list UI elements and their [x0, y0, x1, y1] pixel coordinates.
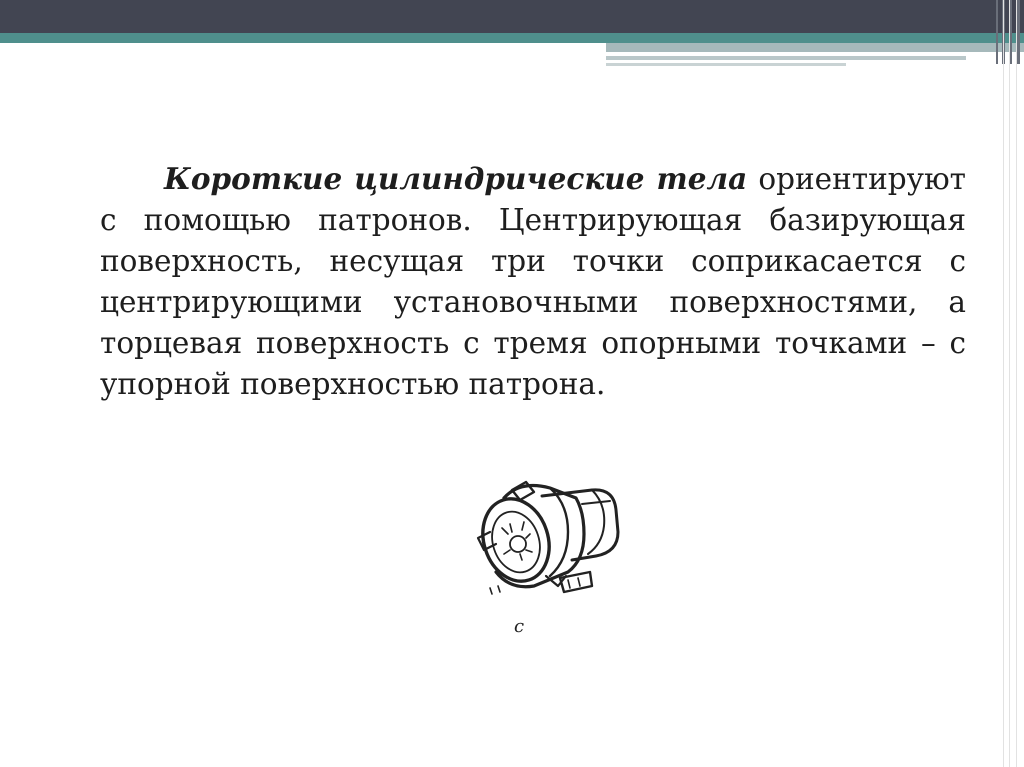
chuck-drawing	[464, 468, 634, 658]
edge-line	[1003, 0, 1004, 767]
header-accent-line	[606, 63, 846, 66]
chuck-illustration	[464, 468, 634, 658]
header-bar-teal	[0, 33, 1024, 43]
edge-line	[1009, 0, 1010, 767]
slide-body-text	[100, 158, 966, 405]
body-sentence: ориентируют с помощью патронов. Центрирующая базирующая поверхность, несущая три точки соприкасается с центрирующими установочными поверхностями, а торцевая поверхность с тремя опорными точками – с упорной поверхностью патрона.	[100, 161, 966, 401]
header-accent-line	[606, 56, 966, 60]
header-accent-block	[606, 43, 1024, 52]
header-bar-dark	[0, 0, 1024, 33]
header-vertical-stripes	[990, 0, 1024, 64]
figure-caption: c	[514, 616, 525, 637]
edge-line	[1016, 0, 1017, 767]
lead-phrase: Короткие цилиндрические тела	[164, 160, 748, 196]
